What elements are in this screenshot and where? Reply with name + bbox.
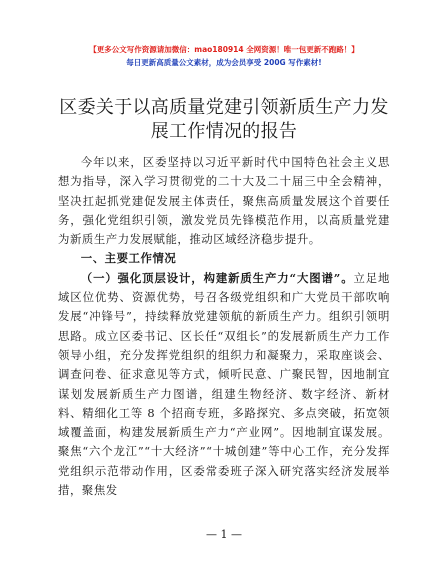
- promo-banner-line-1: 【更多公文写作资源请加微信：mao180914 全网资源！唯一包更新不跑路！】: [89, 45, 359, 54]
- section-heading: 一、主要工作情况: [80, 251, 177, 266]
- subsection-paragraph: [58, 269, 390, 501]
- intro-paragraph: 今年以来，区委坚持以习近平新时代中国特色社会主义思想为指导，深入学习贯彻党的二十大及二十届三中全会精神，坚决扛起抓党建促发展主体责任，聚焦高质量发展这个首要任务，强化党组织引领，激发党员先锋模范作用，以高质量党建为新质生产力发展赋能，推动区域经济稳步提升。: [58, 155, 390, 247]
- page-number: — 1 —: [206, 528, 242, 541]
- promo-banner-line-2: 每日更新高质量公文素材，成为会员享受 200G 写作素材!: [126, 58, 322, 67]
- document-title: 区委关于以高质量党建引领新质生产力发展工作情况的报告: [59, 97, 389, 142]
- document-body: [58, 153, 390, 500]
- subsection-heading: （一）强化顶层设计，构建新质生产力“大图谱”。: [80, 270, 354, 285]
- subsection-text: 立足地域区位优势、资源优势，号召各级党组织和广大党员干部吹响发展“冲锋号”，持续释放党建领航的新质生产力。组织引领明思路。成立区委书记、区长任“双组长”的发展新质生产力工作领导小组，充分发挥党组织的组织力和凝聚力，采取座谈会、调查问卷、征求意见等方式，倾听民意、广聚民智，因地制宜谋划发展新质生产力图谱，组建生物经济、数字经济、新材料、精细化工等 8 个招商专班，多路探究、多点突破，拓宽领域覆盖面，构建发展新质生产力“产业网”。因地制宜谋发展。聚焦“六个龙江”“十大经济”“十城创建”等中心工作，充分发挥党组织示范带动作用，区委常委班子深入研究落实经济发展举措，聚焦发: [58, 270, 390, 498]
